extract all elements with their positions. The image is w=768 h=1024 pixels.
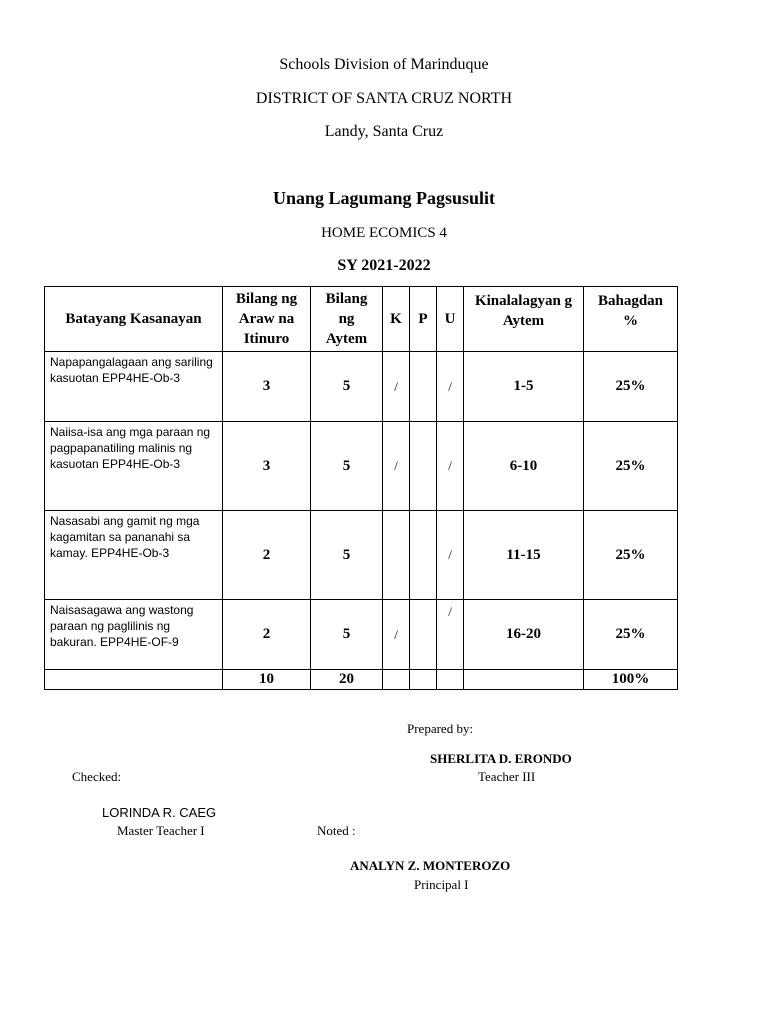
row-u-mark: / (437, 600, 464, 670)
row-days: 2 (223, 511, 311, 600)
row-placement: 1-5 (464, 352, 584, 422)
header-days: Bilang ng Araw na Itinuro (223, 287, 311, 352)
noted-position: Principal I (414, 877, 469, 892)
header-k: K (383, 287, 410, 352)
total-skill (45, 670, 223, 690)
row-k-mark: / (383, 352, 410, 422)
specification-table (44, 286, 678, 690)
noted-name: ANALYN Z. MONTEROZO (350, 858, 511, 873)
prepared-label: Prepared by: (407, 721, 474, 736)
row-k-mark: / (383, 600, 410, 670)
header-items: Bilang ng Aytem (311, 287, 383, 352)
row-u-mark: / (437, 511, 464, 600)
row-u-mark: / (437, 352, 464, 422)
row-percent: 25% (584, 511, 678, 600)
row-skill: Nasasabi ang gamit ng mga kagamitan sa pananahi sa kamay. EPP4HE-Ob-3 (45, 511, 223, 600)
division-name: Schools Division of Marinduque (279, 56, 489, 73)
district-name: DISTRICT OF SANTA CRUZ NORTH (255, 90, 513, 107)
header-skill: Batayang Kasanayan (45, 287, 223, 352)
prepared-position: Teacher III (478, 769, 536, 784)
school-name: Landy, Santa Cruz (324, 123, 444, 140)
row-percent: 25% (584, 352, 678, 422)
total-p (410, 670, 437, 690)
total-items: 20 (311, 670, 383, 690)
row-items: 5 (311, 511, 383, 600)
table-total-row (45, 670, 678, 690)
noted-label: Noted : (317, 823, 356, 838)
row-p-mark (410, 600, 437, 670)
checked-label: Checked: (72, 769, 122, 784)
row-k-mark: / (383, 422, 410, 511)
row-items: 5 (311, 422, 383, 511)
row-placement: 11-15 (464, 511, 584, 600)
row-items: 5 (311, 600, 383, 670)
row-k-mark (383, 511, 410, 600)
row-placement: 6-10 (464, 422, 584, 511)
row-items: 5 (311, 352, 383, 422)
total-percent: 100% (584, 670, 678, 690)
row-placement: 16-20 (464, 600, 584, 670)
checked-name: LORINDA R. CAEG (102, 805, 217, 820)
row-percent: 25% (584, 600, 678, 670)
total-placement (464, 670, 584, 690)
header-percent: Bahagdan % (584, 287, 678, 352)
table-row (45, 511, 678, 600)
header-placement: Kinalalagyan g Aytem (464, 287, 584, 352)
row-skill: Naiisa-isa ang mga paraan ng pagpapanatiling malinis ng kasuotan EPP4HE-Ob-3 (45, 422, 223, 511)
table-row (45, 600, 678, 670)
row-days: 3 (223, 352, 311, 422)
total-days: 10 (223, 670, 311, 690)
row-percent: 25% (584, 422, 678, 511)
header-p: P (410, 287, 437, 352)
document-title: Unang Lagumang Pagsusulit (272, 188, 496, 208)
table-row (45, 352, 678, 422)
row-days: 2 (223, 600, 311, 670)
table-header-row (45, 287, 678, 352)
table-row (45, 422, 678, 511)
row-u-mark: / (437, 422, 464, 511)
header-u: U (437, 287, 464, 352)
subject-name: HOME ECOMICS 4 (321, 225, 447, 241)
row-skill: Napapangalagaan ang sariling kasuotan EPP4HE-Ob-3 (45, 352, 223, 422)
row-p-mark (410, 422, 437, 511)
row-p-mark (410, 511, 437, 600)
row-skill: Naisasagawa ang wastong paraan ng paglilinis ng bakuran. EPP4HE-OF-9 (45, 600, 223, 670)
total-u (437, 670, 464, 690)
total-k (383, 670, 410, 690)
school-year: SY 2021-2022 (337, 257, 431, 274)
row-p-mark (410, 352, 437, 422)
prepared-name: SHERLITA D. ERONDO (430, 751, 572, 766)
row-days: 3 (223, 422, 311, 511)
checked-position: Master Teacher I (117, 823, 205, 838)
